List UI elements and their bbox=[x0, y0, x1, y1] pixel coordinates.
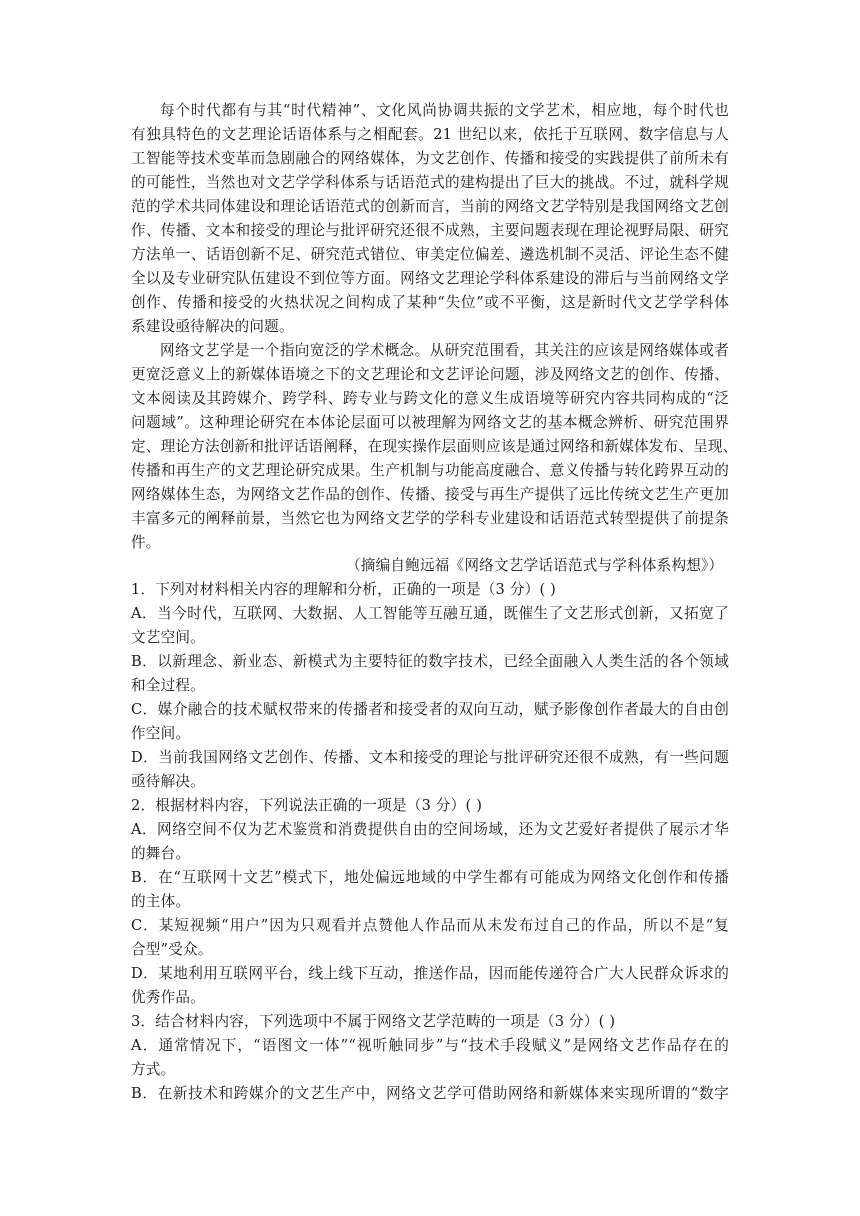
question-2-option-c: C．某短视频“用户”因为只观看并点赞他人作品而从未发布过自己的作品，所以不是“复 bbox=[131, 917, 729, 934]
passage-line: 定、理论方法创新和批评话语阐释，在现实操作层面则应该是通过网络和新媒体发布、呈现、 bbox=[131, 438, 738, 455]
question-2-option-a: 的舞台。 bbox=[131, 845, 191, 862]
passage-line: 问题域”。这种理论研究在本体论层面可以被理解为网络文艺的基本概念辨析、研究范围界 bbox=[131, 414, 729, 431]
passage-line: 范的学术共同体建设和理论话语范式的创新而言，当前的网络文艺学特别是我国网络文艺创 bbox=[131, 198, 729, 215]
question-1-option-b: B．以新理念、新业态、新模式为主要特征的数字技术，已经全面融入人类生活的各个领域 bbox=[131, 653, 729, 670]
passage-line: 件。 bbox=[131, 534, 161, 551]
passage-line: 有独具特色的文艺理论话语体系与之相配套。21 世纪以来，依托于互联网、数字信息与人 bbox=[131, 126, 729, 143]
source-citation: （摘编自鲍远福《网络文艺学话语范式与学科体系构想》） bbox=[346, 557, 724, 574]
passage-line: 丰富多元的阐释前景，当然它也为网络文艺学的学科专业建设和话语范式转型提供了前提条 bbox=[131, 510, 729, 527]
passage-line: 全以及专业研究队伍建设不到位等方面。网络文艺理论学科体系建设的滞后与当前网络文学 bbox=[131, 270, 729, 287]
question-3-stem: 3．结合材料内容，下列选项中不属于网络文艺学范畴的一项是（3 分）( ) bbox=[131, 1013, 616, 1030]
question-2-stem: 2．根据材料内容，下列说法正确的一项是（3 分）( ) bbox=[131, 797, 483, 814]
question-1-option-a: 文艺空间。 bbox=[131, 629, 205, 646]
question-1-option-d: 亟待解决。 bbox=[131, 773, 205, 790]
question-2-option-a: A．网络空间不仅为艺术鉴赏和消费提供自由的空间场域，还为文艺爱好者提供了展示才华 bbox=[131, 821, 729, 838]
question-1-stem: 1．下列对材料相关内容的理解和分析，正确的一项是（3 分）( ) bbox=[131, 581, 557, 598]
passage-line: 网络文艺学是一个指向宽泛的学术概念。从研究范围看，其关注的应该是网络媒体或者 bbox=[160, 342, 729, 359]
question-1-option-c: 作空间。 bbox=[131, 725, 191, 742]
passage-line: 创作、传播和接受的火热状况之间构成了某种“失位”或不平衡，这是新时代文艺学学科体 bbox=[131, 294, 729, 311]
question-2-option-d: 优秀作品。 bbox=[131, 989, 205, 1006]
passage-line: 系建设亟待解决的问题。 bbox=[131, 318, 294, 335]
question-1-option-c: C．媒介融合的技术赋权带来的传播者和接受者的双向互动，赋予影像创作者最大的自由创 bbox=[131, 701, 729, 718]
passage-line: 方法单一、话语创新不足、研究范式错位、审美定位偏差、遴选机制不灵活、评论生态不健 bbox=[131, 246, 729, 263]
passage-line: 网络媒体生态，为网络文艺作品的创作、传播、接受与再生产提供了远比传统文艺生产更加 bbox=[131, 486, 729, 503]
passage-line: 文本阅读及其跨媒介、跨学科、跨专业与跨文化的意义生成语境等研究内容共同构成的“泛 bbox=[131, 390, 729, 407]
question-2-option-d: D．某地利用互联网平台，线上线下互动，推送作品，因而能传递符合广大人民群众诉求的 bbox=[131, 965, 729, 982]
question-3-option-a: A．通常情况下，“语图文一体”“视听触同步”与“技术手段赋义”是网络文艺作品存在的 bbox=[131, 1037, 729, 1054]
question-1-option-a: A．当今时代，互联网、大数据、人工智能等互融互通，既催生了文艺形式创新，又拓宽了 bbox=[131, 605, 729, 622]
question-3-option-a: 方式。 bbox=[131, 1061, 176, 1078]
question-3-option-b: B．在新技术和跨媒介的文艺生产中，网络文艺学可借助网络和新媒体来实现所谓的“数字 bbox=[131, 1085, 729, 1102]
passage-line: 更宽泛意义上的新媒体语境之下的文艺理论和文艺评论问题，涉及网络文艺的创作、传播、 bbox=[131, 366, 729, 383]
question-2-option-c: 合型”受众。 bbox=[131, 941, 213, 958]
passage-line: 工智能等技术变革而急剧融合的网络媒体，为文艺创作、传播和接受的实践提供了前所未有 bbox=[131, 150, 729, 167]
passage-line: 传播和再生产的文艺理论研究成果。生产机制与功能高度融合、意义传播与转化跨界互动的 bbox=[131, 462, 729, 479]
passage-line: 每个时代都有与其“时代精神”、文化风尚协调共振的文学艺术，相应地，每个时代也 bbox=[160, 102, 729, 119]
passage-line: 的可能性，当然也对文艺学学科体系与话语范式的建构提出了巨大的挑战。不过，就科学规 bbox=[131, 174, 729, 191]
question-1-option-d: D．当前我国网络文艺创作、传播、文本和接受的理论与批评研究还很不成熟，有一些问题 bbox=[131, 749, 729, 766]
question-1-option-b: 和全过程。 bbox=[131, 677, 205, 694]
passage-line: 作、传播、文本和接受的理论与批评研究还很不成熟，主要问题表现在理论视野局限、研究 bbox=[131, 222, 729, 239]
question-2-option-b: 的主体。 bbox=[131, 893, 191, 910]
question-2-option-b: B．在“互联网十文艺”模式下，地处偏远地域的中学生都有可能成为网络文化创作和传播 bbox=[131, 869, 729, 886]
